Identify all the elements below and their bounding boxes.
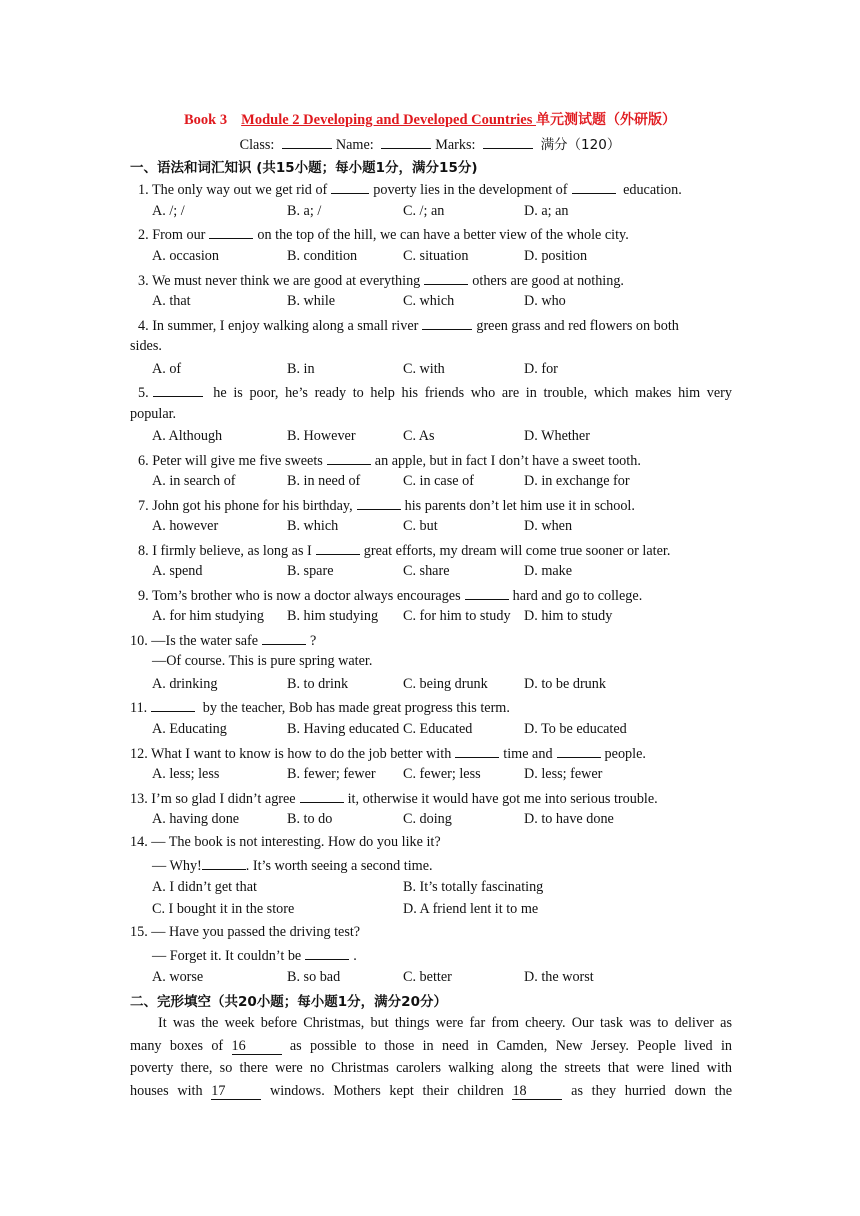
cloze-passage	[130, 1012, 732, 1102]
answer-blank	[305, 946, 349, 960]
options-7: A. however B. which C. but D. when	[152, 518, 573, 534]
options-4: A. of B. in C. with D. for	[152, 361, 558, 377]
answer-blank	[572, 180, 616, 194]
cloze-blank-16: 16	[232, 1039, 282, 1055]
answer-blank	[316, 541, 360, 555]
class-blank	[282, 135, 332, 149]
options-12: A. less; less B. fewer; fewer C. fewer; less D. less; fewer	[152, 766, 603, 782]
options-9: A. for him studying B. him studying C. for him to study D. him to study	[152, 608, 613, 624]
answer-blank	[422, 316, 472, 330]
name-label: Name:	[335, 137, 374, 153]
options-14-row-1: A. I didn’t get that B. It’s totally fascinating	[152, 879, 544, 895]
answer-blank	[327, 451, 371, 465]
options-11: A. Educating B. Having educated C. Educated D. To be educated	[152, 721, 627, 737]
marks-label: Marks:	[435, 137, 476, 153]
options-3: A. that B. while C. which D. who	[152, 293, 566, 309]
answer-blank	[357, 496, 401, 510]
document-title	[0, 109, 860, 129]
options-5: A. Although B. However C. As D. Whether	[152, 428, 590, 444]
options-14-row-2: C. I bought it in the store D. A friend lent it to me	[152, 901, 539, 917]
module-title: Module 2 Developing and Developed Countries	[241, 112, 536, 128]
question-5: 5. he is poor, he’s ready to help his friends who are in trouble, which makes him very	[138, 385, 732, 401]
options-15: A. worse B. so bad C. better D. the worst	[152, 969, 594, 985]
question-10: 10. —Is the water safe ?	[130, 633, 317, 649]
options-6: A. in search of B. in need of C. in case of D. in exchange for	[152, 473, 630, 489]
answer-blank	[557, 744, 601, 758]
marks-blank	[483, 135, 533, 149]
title-suffix: 单元测试题（外研版）	[535, 112, 676, 128]
answer-blank	[455, 744, 499, 758]
student-info-line	[0, 133, 860, 154]
question-14-reply: — Why! . It’s worth seeing a second time.	[152, 858, 433, 874]
section-heading-cloze: 二、完形填空（共20小题；每小题1分，满分20分）	[130, 994, 447, 1010]
options-13: A. having done B. to do C. doing D. to have done	[152, 811, 614, 827]
question-11: 11. by the teacher, Bob has made great progress this term.	[130, 700, 510, 716]
question-5-continued: popular.	[130, 406, 177, 422]
question-14: 14. — The book is not interesting. How do you like it?	[130, 834, 441, 850]
question-15: 15. — Have you passed the driving test?	[130, 924, 361, 940]
answer-blank	[202, 856, 246, 870]
question-10-reply: —Of course. This is pure spring water.	[152, 653, 373, 669]
name-blank	[381, 135, 431, 149]
options-1: A. /; / B. a; / C. /; an D. a; an	[152, 203, 569, 219]
cloze-line: It was the week before Christmas, but things were far from cheery. Our task was to deliver as	[158, 1015, 732, 1031]
full-marks: 满分（120）	[540, 137, 621, 153]
answer-blank	[153, 383, 203, 397]
question-4-continued: sides.	[130, 338, 162, 354]
options-8: A. spend B. spare C. share D. make	[152, 563, 573, 579]
options-10: A. drinking B. to drink C. being drunk D. to be drunk	[152, 676, 606, 692]
question-6: 6. Peter will give me five sweets an apple, but in fact I don’t have a sweet tooth.	[138, 453, 641, 469]
question-12: 12. What I want to know is how to do the job better with time and people.	[130, 746, 646, 762]
class-label: Class:	[239, 137, 275, 153]
question-15-reply: — Forget it. It couldn’t be .	[152, 948, 357, 964]
cloze-line: many boxes of 16 as possible to those in need in Camden, New Jersey. People lived in	[130, 1037, 732, 1054]
answer-blank	[424, 271, 468, 285]
options-2: A. occasion B. condition C. situation D. position	[152, 248, 588, 264]
answer-blank	[300, 789, 344, 803]
cloze-line: poverty there, so there were no Christmas carolers walking along the streets that were lined with	[130, 1060, 732, 1077]
cloze-blank-17: 17	[211, 1084, 261, 1100]
question-4: 4. In summer, I enjoy walking along a small river green grass and red flowers on both	[138, 318, 679, 334]
answer-blank	[465, 586, 509, 600]
question-3: 3. We must never think we are good at everything others are good at nothing.	[138, 273, 624, 289]
answer-blank	[331, 180, 369, 194]
answer-blank	[262, 631, 306, 645]
question-13: 13. I’m so glad I didn’t agree it, otherwise it would have got me into serious trouble.	[130, 791, 658, 807]
answer-blank	[209, 225, 253, 239]
cloze-line: houses with 17 windows. Mothers kept their children 18 as they hurried down the	[130, 1082, 733, 1099]
question-2: 2. From our on the top of the hill, we can have a better view of the whole city.	[138, 227, 629, 243]
cloze-blank-18: 18	[512, 1084, 562, 1100]
section-heading-grammar: 一、语法和词汇知识 (共15小题；每小题1分，满分15分)	[130, 160, 478, 176]
answer-blank	[151, 698, 195, 712]
question-1: 1. The only way out we get rid of poverty lies in the development of education.	[138, 182, 682, 198]
question-9: 9. Tom’s brother who is now a doctor always encourages hard and go to college.	[138, 588, 643, 604]
question-7: 7. John got his phone for his birthday, his parents don’t let him use it in school.	[138, 498, 635, 514]
book-label: Book 3	[184, 112, 228, 128]
question-8: 8. I firmly believe, as long as I great efforts, my dream will come true sooner or later.	[138, 543, 671, 559]
